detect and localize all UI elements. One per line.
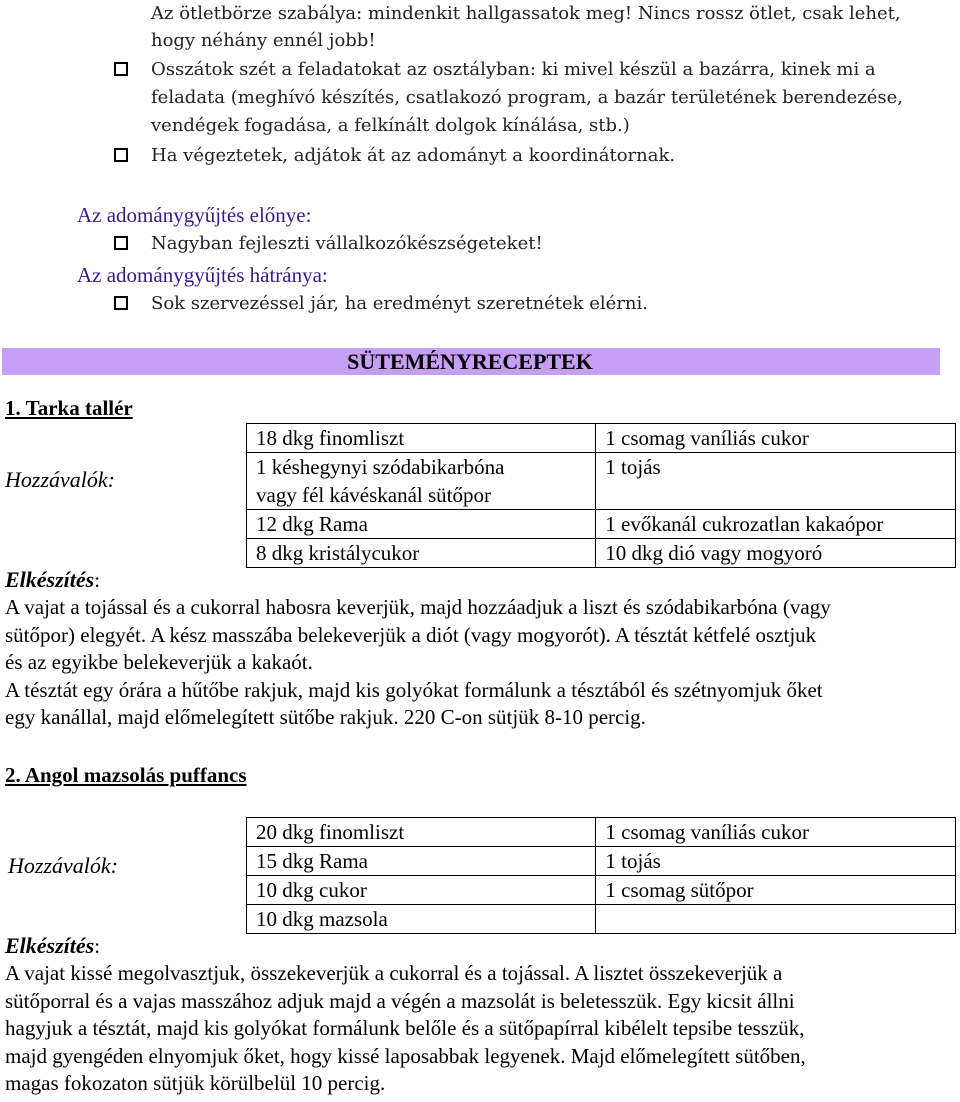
advantage-heading: Az adománygyűjtés előnye:	[77, 203, 312, 227]
checkbox-icon	[114, 296, 128, 310]
ingredients-label: Hozzávalók:	[5, 467, 115, 492]
intro-bullet-line: Osszátok szét a feladatokat az osztályban: ki mivel készül a bazárra, kinek mi a	[151, 59, 876, 80]
ingredient-cell: 15 dkg Rama	[247, 847, 596, 876]
ingredients-table	[246, 423, 956, 568]
intro-line: Az ötletbörze szabálya: mindenkit hallgassatok meg! Nincs rossz ötlet, csak lehet,	[151, 3, 901, 24]
ingredient-cell: 8 dkg kristálycukor	[247, 539, 596, 568]
ingredient-cell: 12 dkg Rama	[247, 510, 596, 539]
method-line: sütőpor) elegyét. A kész masszába belekeverjük a diót (vagy mogyorót). A tésztát kétfelé osztjuk	[5, 622, 817, 647]
method-line: A vajat a tojással és a cukorral habosra keverjük, majd hozzáadjuk a liszt és szódabikarbóna (vagy	[5, 595, 831, 619]
ingredients-table	[246, 817, 956, 934]
table-row	[247, 453, 956, 510]
ingredient-cell: 10 dkg dió vagy mogyoró	[596, 539, 956, 568]
table-row	[247, 510, 956, 539]
checkbox-icon	[114, 148, 128, 162]
disadvantage-heading: Az adománygyűjtés hátránya:	[77, 263, 328, 287]
ingredient-cell: 10 dkg mazsola	[247, 905, 596, 934]
ingredient-cell: 1 csomag vaníliás cukor	[596, 818, 956, 847]
ingredient-cell: 18 dkg finomliszt	[247, 424, 596, 453]
disadvantage-item: Sok szervezéssel jár, ha eredményt szeretnétek elérni.	[151, 293, 648, 314]
recipe-title: 1. Tarka tallér	[5, 396, 133, 420]
method-line: magas fokozaton sütjük körülbelül 10 percig.	[5, 1071, 386, 1095]
intro-line: hogy néhány ennél jobb!	[151, 30, 376, 51]
intro-bullet-line: feladata (meghívó készítés, csatlakozó program, a bazár területének berendezése,	[151, 87, 904, 108]
ingredient-cell: 1 csomag vaníliás cukor	[596, 424, 956, 453]
ingredient-cell: 1 evőkanál cukrozatlan kakaópor	[596, 510, 956, 539]
table-row	[247, 876, 956, 905]
method-line: A tésztát egy órára a hűtőbe rakjuk, majd kis golyókat formálunk a tésztából és szétnyomjuk őket	[5, 677, 823, 702]
ingredient-cell: 1 tojás	[596, 453, 956, 510]
table-row	[247, 818, 956, 847]
table-row	[247, 539, 956, 568]
section-title: SÜTEMÉNYRECEPTEK	[347, 349, 593, 374]
recipe-title: 2. Angol mazsolás puffancs	[5, 763, 247, 787]
table-row	[247, 424, 956, 453]
method-text	[5, 960, 955, 1098]
method-line: A vajat kissé megolvasztjuk, összekeverjük a cukorral és a tojással. A lisztet összekeverjük a	[5, 961, 783, 985]
checkbox-icon	[114, 236, 128, 250]
ingredient-cell	[596, 905, 956, 934]
method-line: hagyjuk a tésztát, majd kis golyókat formálunk belőle és a sütőpapírral kibélelt tepsibe tesszük,	[5, 1016, 805, 1040]
method-line: egy kanállal, majd előmelegített sütőbe rakjuk. 220 C-on sütjük 8-10 percig.	[5, 705, 646, 729]
intro-bullet: Ha végeztetek, adjátok át az adományt a koordinátornak.	[151, 145, 676, 166]
table-row	[247, 905, 956, 934]
method-label: Elkészítés	[5, 567, 95, 592]
ingredient-cell: 20 dkg finomliszt	[247, 818, 596, 847]
table-row	[247, 847, 956, 876]
method-line: majd gyengéden elnyomjuk őket, hogy kissé laposabbak legyenek. Majd előmelegített sütőben,	[5, 1043, 806, 1068]
ingredient-cell: 1 tojás	[596, 847, 956, 876]
method-heading: Elkészítés:	[5, 567, 101, 592]
method-heading: Elkészítés:	[5, 933, 101, 958]
checkbox-icon	[114, 62, 128, 76]
ingredient-cell: 1 késhegynyi szódabikarbóna vagy fél kávéskanál sütőpor	[247, 453, 596, 510]
method-label: Elkészítés	[5, 933, 95, 958]
ingredients-label: Hozzávalók:	[8, 853, 118, 878]
ingredient-cell: 1 csomag sütőpor	[596, 876, 956, 905]
method-line: sütőporral és a vajas masszához adjuk majd a végén a mazsolát is beletesszük. Egy kicsit állni	[5, 988, 795, 1013]
method-line: és az egyikbe belekeverjük a kakaót.	[5, 650, 313, 674]
advantage-item: Nagyban fejleszti vállalkozókészségeteket!	[151, 233, 543, 254]
method-text	[5, 594, 955, 732]
ingredient-cell: 10 dkg cukor	[247, 876, 596, 905]
intro-bullet-line: vendégek fogadása, a felkínált dolgok kínálása, stb.)	[151, 115, 630, 136]
